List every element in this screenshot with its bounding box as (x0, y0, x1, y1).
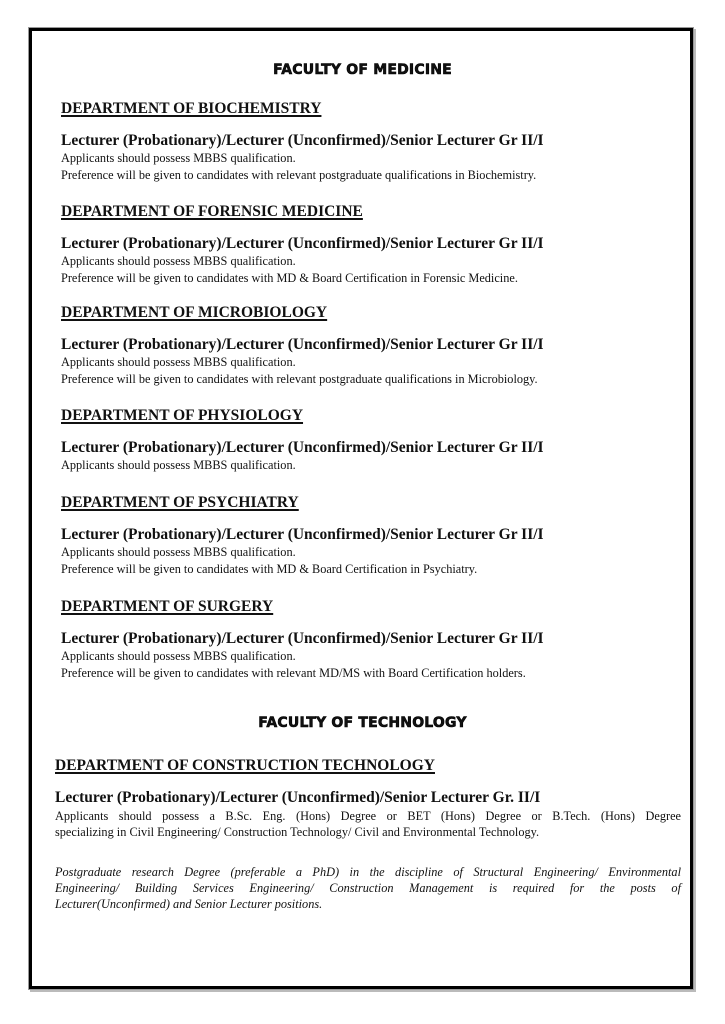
requirement-line: Applicants should possess a B.Sc. Eng. (Hons) Degree or BET (Hons) Degree or B.Tech. (Hons) Degree (55, 809, 681, 823)
preference-text: Preference will be given to candidates with relevant MD/MS with Board Certification holders. (61, 666, 526, 680)
post-title: Lecturer (Probationary)/Lecturer (Unconfirmed)/Senior Lecturer Gr II/I (61, 132, 544, 149)
note-line: Engineering/ Building Services Engineering/ Construction Management is required for the posts of (55, 881, 681, 895)
preference-text: Preference will be given to candidates with MD & Board Certification in Psychiatry. (61, 562, 478, 576)
post-title: Lecturer (Probationary)/Lecturer (Unconfirmed)/Senior Lecturer Gr II/I (61, 526, 544, 543)
requirement-text: Applicants should possess MBBS qualification. (61, 254, 296, 268)
faculty-title-technology: FACULTY OF TECHNOLOGY (258, 715, 467, 731)
post-title: Lecturer (Probationary)/Lecturer (Unconfirmed)/Senior Lecturer Gr II/I (61, 235, 544, 252)
department-heading: DEPARTMENT OF PSYCHIATRY (61, 494, 299, 511)
note-line: Lecturer(Unconfirmed) and Senior Lecturer positions. (55, 897, 323, 911)
requirement-paragraph (55, 808, 681, 840)
department-heading: DEPARTMENT OF SURGERY (61, 598, 274, 615)
post-title: Lecturer (Probationary)/Lecturer (Unconfirmed)/Senior Lecturer Gr II/I (61, 630, 544, 647)
preference-text: Preference will be given to candidates with MD & Board Certification in Forensic Medicine. (61, 271, 518, 285)
postgraduate-note (55, 864, 681, 912)
requirement-text: Applicants should possess MBBS qualification. (61, 649, 296, 663)
department-heading: DEPARTMENT OF BIOCHEMISTRY (61, 100, 322, 117)
preference-text: Preference will be given to candidates with relevant postgraduate qualifications in Microbiology. (61, 372, 538, 386)
post-title: Lecturer (Probationary)/Lecturer (Unconfirmed)/Senior Lecturer Gr. II/I (55, 789, 541, 806)
department-heading: DEPARTMENT OF CONSTRUCTION TECHNOLOGY (55, 757, 435, 774)
faculty-title-medicine: FACULTY OF MEDICINE (273, 62, 452, 78)
preference-text: Preference will be given to candidates with relevant postgraduate qualifications in Biochemistry. (61, 168, 537, 182)
requirement-text: Applicants should possess MBBS qualification. (61, 355, 296, 369)
department-heading: DEPARTMENT OF FORENSIC MEDICINE (61, 203, 363, 220)
requirement-text: Applicants should possess MBBS qualification. (61, 458, 296, 472)
post-title: Lecturer (Probationary)/Lecturer (Unconfirmed)/Senior Lecturer Gr II/I (61, 336, 544, 353)
department-heading: DEPARTMENT OF MICROBIOLOGY (61, 304, 328, 321)
department-heading: DEPARTMENT OF PHYSIOLOGY (61, 407, 304, 424)
requirement-text: Applicants should possess MBBS qualification. (61, 545, 296, 559)
post-title: Lecturer (Probationary)/Lecturer (Unconfirmed)/Senior Lecturer Gr II/I (61, 439, 544, 456)
requirement-text: Applicants should possess MBBS qualification. (61, 151, 296, 165)
note-line: Postgraduate research Degree (preferable a PhD) in the discipline of Structural Engineering/ Environmental (55, 865, 681, 879)
requirement-line: specializing in Civil Engineering/ Construction Technology/ Civil and Environmental Technology. (55, 825, 540, 839)
